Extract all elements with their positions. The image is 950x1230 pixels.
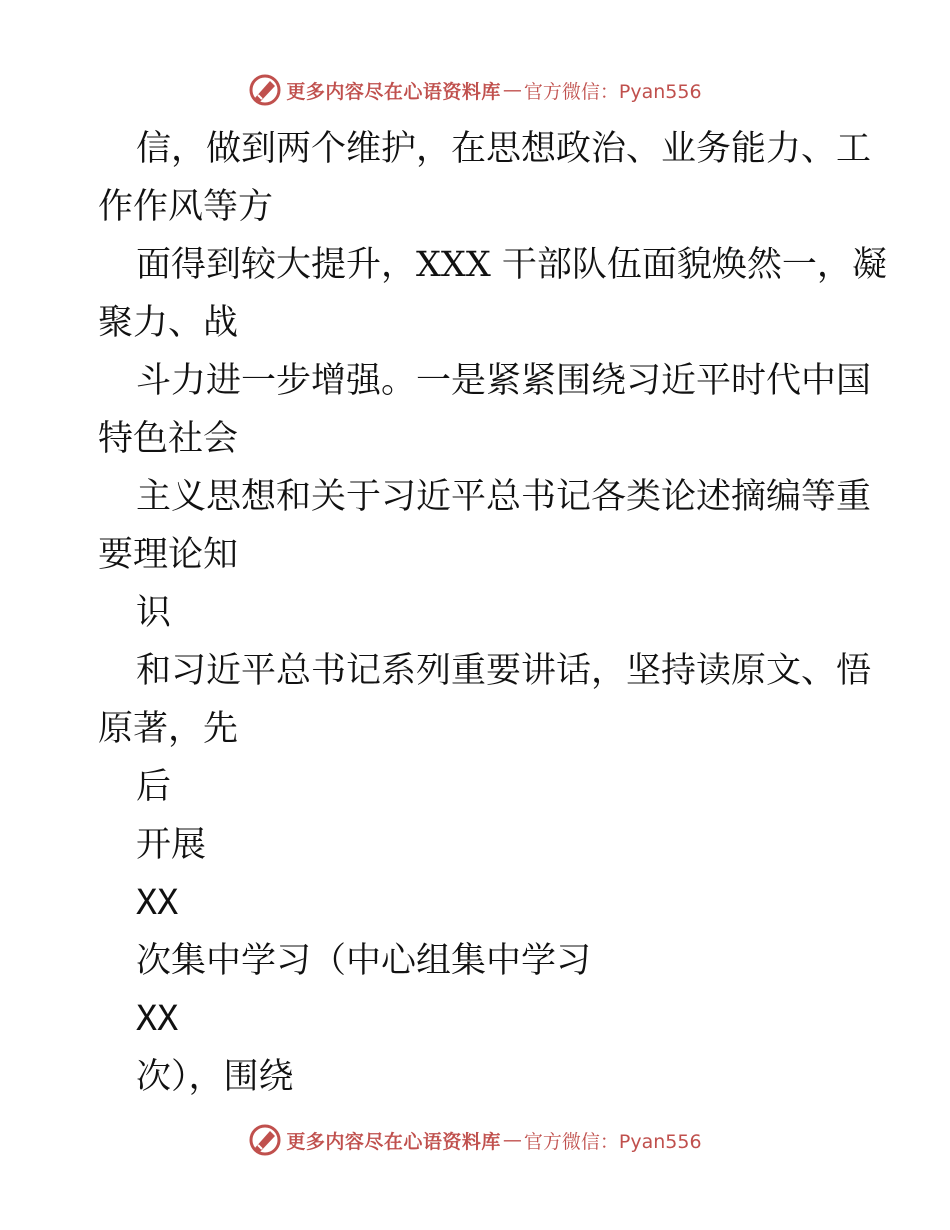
pen-nib-logo-icon xyxy=(248,73,282,107)
pen-nib-logo-icon xyxy=(248,1123,282,1157)
body-line: 聚力、战 xyxy=(98,303,239,343)
banner-contact-text: 官方微信：Pyan556 xyxy=(523,1130,702,1153)
body-line: XX xyxy=(136,883,179,923)
body-line: 作作风等方 xyxy=(98,187,274,227)
body-line: XX xyxy=(136,999,179,1039)
body-line: 和习近平总书记系列重要讲话，坚持读原文、悟 xyxy=(136,651,872,691)
body-line: 原著，先 xyxy=(98,709,239,749)
body-line: 要理论知 xyxy=(98,535,239,575)
body-line: 面得到较大提升，XXX 干部队伍面貌焕然一，凝 xyxy=(136,245,887,285)
header-banner xyxy=(0,70,950,110)
document-body xyxy=(98,120,887,1106)
body-line: 斗力进一步增强。一是紧紧围绕习近平时代中国 xyxy=(136,361,872,401)
body-line: 信，做到两个维护，在思想政治、业务能力、工 xyxy=(136,129,872,169)
banner-site-text: 更多内容尽在心语资料库 xyxy=(286,1130,501,1153)
body-line: 开展 xyxy=(136,825,207,865)
banner-site-text: 更多内容尽在心语资料库 xyxy=(286,80,501,103)
footer-banner xyxy=(0,1120,950,1160)
body-line: 后 xyxy=(136,767,172,807)
body-line: 次集中学习（中心组集中学习 xyxy=(136,941,592,981)
body-line: 主义思想和关于习近平总书记各类论述摘编等重 xyxy=(136,477,872,517)
banner-separator: — xyxy=(502,1129,522,1151)
banner-separator: — xyxy=(502,79,522,101)
banner-contact-text: 官方微信：Pyan556 xyxy=(523,80,702,103)
body-line: 次），围绕 xyxy=(136,1057,294,1097)
body-line: 识 xyxy=(136,593,172,633)
body-line: 特色社会 xyxy=(98,419,239,459)
